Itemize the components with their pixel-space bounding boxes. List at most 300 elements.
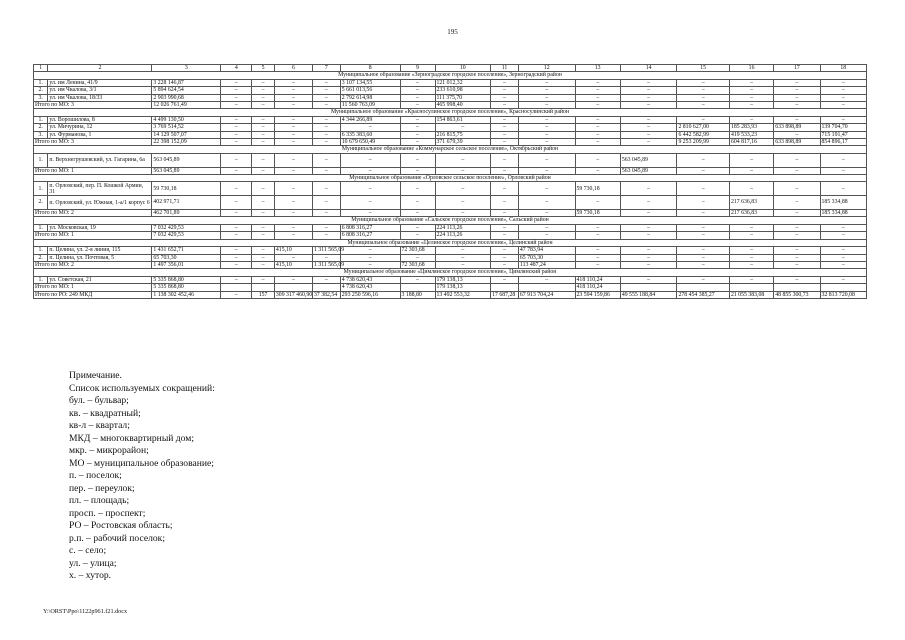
total-value: – [729, 167, 773, 174]
value-cell: – [491, 153, 519, 167]
value-cell: 179 138,13 [435, 276, 491, 283]
value-cell: 216 815,75 [435, 131, 491, 138]
value-cell: – [312, 276, 340, 283]
value-cell: – [252, 131, 275, 138]
total-value: 185 334,88 [820, 210, 866, 217]
value-cell: – [575, 254, 620, 261]
value-cell: 233 610,98 [435, 87, 491, 94]
total-value: – [435, 210, 491, 217]
total-value [252, 284, 275, 291]
section-title-row [34, 217, 867, 224]
total-row [34, 232, 867, 239]
column-number: 8 [340, 65, 400, 72]
total-value: – [340, 210, 400, 217]
total-value: – [252, 261, 275, 268]
row-index: 1. [34, 153, 48, 167]
value-cell: – [274, 131, 312, 138]
total-value: – [575, 261, 620, 268]
address-cell: п. Целина, ул. Почтовая, 5 [48, 254, 152, 261]
value-cell: – [435, 196, 491, 210]
value-cell: – [491, 182, 519, 196]
total-value: – [221, 102, 252, 109]
row-index: 1. [34, 182, 48, 196]
value-cell: – [491, 124, 519, 131]
value-cell: – [312, 79, 340, 86]
value-cell: – [221, 153, 252, 167]
value-cell: 59 730,18 [152, 182, 221, 196]
value-cell: – [221, 131, 252, 138]
value-cell: 5 661 013,56 [340, 87, 400, 94]
value-cell: – [774, 79, 820, 86]
address-cell: п. Верхнегрушевский, ул. Гагарина, 6а [48, 153, 152, 167]
abbreviation-list [69, 395, 215, 583]
total-label: Итого по МО: 2 [34, 210, 152, 217]
value-cell: – [575, 224, 620, 231]
value-cell: – [518, 87, 575, 94]
column-number: 5 [252, 65, 275, 72]
value-cell: – [274, 196, 312, 210]
value-cell: – [620, 87, 677, 94]
value-cell: – [774, 196, 820, 210]
total-value: – [820, 102, 866, 109]
value-cell: 6 442 582,99 [677, 131, 730, 138]
section-title: Муниципальное образование «Сальское городское поселение», Сальский район [34, 217, 867, 224]
value-cell: 563 045,89 [152, 153, 221, 167]
grand-total-value: 157 [252, 291, 275, 298]
total-value [518, 284, 575, 291]
grand-total-value: 13 492 553,32 [435, 291, 491, 298]
value-cell: – [575, 116, 620, 123]
value-cell: 5 335 868,80 [152, 276, 221, 283]
value-cell: – [820, 276, 866, 283]
total-value: – [221, 167, 252, 174]
value-cell: – [274, 124, 312, 131]
value-cell: – [620, 79, 677, 86]
address-cell: п. Целина, ул. 2-я линия, 115 [48, 247, 152, 254]
value-cell: 65 703,30 [518, 254, 575, 261]
value-cell: 3 769 514,52 [152, 124, 221, 131]
total-value: – [400, 167, 435, 174]
total-value: – [274, 167, 312, 174]
total-value: – [774, 232, 820, 239]
value-cell: 715 191,47 [820, 131, 866, 138]
value-cell: – [774, 131, 820, 138]
value-cell: – [575, 124, 620, 131]
total-value: – [312, 102, 340, 109]
total-value: – [620, 139, 677, 146]
total-value: – [400, 232, 435, 239]
value-cell: 139 704,70 [820, 124, 866, 131]
total-value: – [274, 139, 312, 146]
abbreviation-item: п. – поселок; [69, 470, 122, 481]
value-cell: – [252, 153, 275, 167]
grand-total-value: 309 317 460,90 [275, 291, 313, 298]
value-cell: – [491, 224, 519, 231]
value-cell: – [221, 247, 252, 254]
total-value: 4 738 620,43 [340, 284, 400, 291]
value-cell: – [820, 116, 866, 123]
value-cell: – [774, 116, 820, 123]
value-cell: – [340, 254, 400, 261]
table-row [34, 224, 867, 231]
value-cell: 47 783,94 [518, 247, 575, 254]
value-cell: – [820, 87, 866, 94]
total-value: – [274, 210, 312, 217]
value-cell: – [312, 116, 340, 123]
value-cell: – [774, 224, 820, 231]
table-row [34, 254, 867, 261]
abbreviation-item: кв. – квадратный; [69, 407, 141, 419]
value-cell: – [620, 196, 677, 210]
value-cell: – [400, 224, 435, 231]
total-value: – [677, 232, 730, 239]
total-value: – [491, 102, 519, 109]
value-cell: – [435, 153, 491, 167]
total-value: – [575, 232, 620, 239]
value-cell: 402 971,71 [152, 196, 221, 210]
total-value: 371 679,39 [435, 139, 491, 146]
value-cell: – [518, 153, 575, 167]
value-cell: – [677, 153, 730, 167]
table-row [34, 131, 867, 138]
abbreviation-item: х. – хутор. [69, 570, 112, 581]
grand-total-value: 21 055 383,08 [729, 291, 773, 298]
total-value: – [491, 210, 519, 217]
total-value: 633 898,89 [774, 139, 820, 146]
column-number: 1 [34, 65, 48, 72]
value-cell: – [312, 124, 340, 131]
total-row [34, 210, 867, 217]
total-value: 7 032 429,53 [152, 232, 221, 239]
value-cell: – [620, 124, 677, 131]
value-cell: – [677, 182, 730, 196]
value-cell: – [820, 224, 866, 231]
value-cell: – [729, 116, 773, 123]
table-row [34, 116, 867, 123]
column-number: 15 [677, 65, 730, 72]
total-value: – [677, 261, 730, 268]
value-cell: 4 344 266,89 [340, 116, 400, 123]
value-cell: 563 045,89 [620, 153, 677, 167]
table-row [34, 182, 867, 196]
value-cell: – [252, 182, 275, 196]
value-cell: – [312, 254, 340, 261]
total-value: – [435, 167, 491, 174]
value-cell: – [274, 224, 312, 231]
value-cell: 2 792 614,98 [340, 94, 400, 101]
value-cell: 185 283,93 [729, 124, 773, 131]
total-value: – [491, 139, 519, 146]
abbreviation-item: ул. – улица; [69, 557, 117, 569]
abbreviation-item: пл. – площадь; [69, 495, 130, 506]
value-cell: 6 335 383,60 [340, 131, 400, 138]
total-value: – [491, 232, 519, 239]
total-value: 217 636,83 [729, 210, 773, 217]
value-cell: – [575, 79, 620, 86]
value-cell: – [729, 87, 773, 94]
value-cell: – [340, 153, 400, 167]
grand-total-value: 23 594 159,86 [575, 291, 620, 298]
total-value: – [274, 102, 312, 109]
grand-total-value: 278 454 385,27 [677, 291, 730, 298]
value-cell: – [491, 196, 519, 210]
value-cell: 2 810 627,00 [677, 124, 730, 131]
value-cell: – [677, 224, 730, 231]
value-cell: – [620, 276, 677, 283]
value-cell: – [575, 247, 620, 254]
total-value: – [774, 210, 820, 217]
value-cell: – [252, 196, 275, 210]
table-row [34, 79, 867, 86]
total-value: 563 045,89 [620, 167, 677, 174]
total-value: 604 817,16 [729, 139, 773, 146]
value-cell: – [774, 276, 820, 283]
column-number: 4 [221, 65, 252, 72]
total-value: 72 303,68 [400, 261, 435, 268]
row-index: 2. [34, 87, 48, 94]
total-value: 113 487,24 [518, 261, 575, 268]
value-cell: – [620, 131, 677, 138]
total-value: – [729, 102, 773, 109]
total-value [820, 284, 866, 291]
value-cell: – [491, 254, 519, 261]
total-value: 5 335 868,80 [152, 284, 221, 291]
table-row [34, 153, 867, 167]
total-value: – [729, 261, 773, 268]
total-label: Итого по МО: 2 [34, 261, 152, 268]
total-value: – [774, 261, 820, 268]
value-cell: 633 898,89 [774, 124, 820, 131]
value-cell: – [620, 94, 677, 101]
total-value: – [677, 210, 730, 217]
column-number: 9 [400, 65, 435, 72]
value-cell: 217 636,83 [729, 196, 773, 210]
value-cell: – [400, 276, 435, 283]
table-row [34, 94, 867, 101]
total-value: – [677, 167, 730, 174]
total-value: 10 679 650,49 [340, 139, 400, 146]
total-value: 59 730,18 [575, 210, 620, 217]
total-value: – [774, 102, 820, 109]
abbreviation-item: МО – муниципальное образование; [69, 457, 214, 469]
column-number-row [34, 65, 867, 72]
grand-total-value: 67 913 704,24 [518, 291, 575, 298]
value-cell: – [620, 182, 677, 196]
value-cell: – [400, 254, 435, 261]
value-cell: 4 499 130,50 [152, 116, 221, 123]
column-number: 16 [729, 65, 773, 72]
address-cell: ул. им Ленина, 41/9 [48, 79, 152, 86]
value-cell: – [620, 254, 677, 261]
grand-total-value: 1 138 302 452,46 [152, 291, 221, 298]
table-row [34, 124, 867, 131]
value-cell: – [435, 182, 491, 196]
section-title: Муниципальное образование «Зерноградское городское поселение», Зерноградский район [34, 72, 867, 79]
total-value: – [575, 102, 620, 109]
column-number: 10 [435, 65, 491, 72]
total-value: – [620, 261, 677, 268]
value-cell: – [491, 247, 519, 254]
total-value: – [518, 139, 575, 146]
total-row [34, 139, 867, 146]
value-cell: – [518, 94, 575, 101]
value-cell: – [677, 276, 730, 283]
total-value: – [820, 261, 866, 268]
column-number: 6 [274, 65, 312, 72]
total-value: 465 998,40 [435, 102, 491, 109]
total-value: 179 138,13 [435, 284, 491, 291]
abbreviation-item: пер. – переулок; [69, 482, 135, 494]
value-cell: 3 107 134,55 [340, 79, 400, 86]
address-cell: ул. Ворошилова, 8 [48, 116, 152, 123]
value-cell: – [221, 182, 252, 196]
value-cell: – [400, 124, 435, 131]
value-cell: – [518, 116, 575, 123]
total-value: 1 497 356,01 [152, 261, 221, 268]
value-cell: – [274, 153, 312, 167]
row-index: 2. [34, 196, 48, 210]
section-title-row [34, 269, 867, 276]
address-cell: ул. Мичурина, 12 [48, 124, 152, 131]
value-cell: – [400, 87, 435, 94]
grand-total-value: 37 382,54 [312, 291, 340, 298]
value-cell: – [820, 247, 866, 254]
file-path: Y:\ORST\Ppo\1122p961.f21.docx [43, 608, 128, 615]
value-cell: – [575, 196, 620, 210]
value-cell: 224 113,26 [435, 224, 491, 231]
value-cell: – [274, 94, 312, 101]
page-number: 195 [447, 28, 458, 36]
value-cell: – [518, 196, 575, 210]
total-value: 418 110,24 [575, 284, 620, 291]
total-value: – [435, 261, 491, 268]
total-value: – [518, 232, 575, 239]
total-value: – [312, 167, 340, 174]
address-cell: ул. Московская, 19 [48, 224, 152, 231]
value-cell: 4 738 620,43 [340, 276, 400, 283]
value-cell: – [221, 116, 252, 123]
total-value [729, 284, 773, 291]
value-cell: – [221, 124, 252, 131]
total-value: 12 026 761,49 [152, 102, 221, 109]
total-value: – [677, 102, 730, 109]
value-cell: – [274, 116, 312, 123]
value-cell: 419 533,23 [729, 131, 773, 138]
value-cell: – [221, 94, 252, 101]
section-title: Муниципальное образование «Целинское городское поселение», Целинский район [34, 239, 867, 246]
value-cell: – [518, 182, 575, 196]
total-value [491, 284, 519, 291]
table-row [34, 276, 867, 283]
total-value: – [252, 232, 275, 239]
value-cell: – [729, 247, 773, 254]
value-cell: – [312, 131, 340, 138]
total-value [221, 284, 252, 291]
address-cell: п. Орловский, ул. Южная, 1-а/1 корпус 6 [48, 196, 152, 210]
value-cell: 111 375,70 [435, 94, 491, 101]
abbreviation-item: РО – Ростовская область; [69, 520, 173, 531]
row-index: 3. [34, 131, 48, 138]
value-cell: 7 032 429,53 [152, 224, 221, 231]
value-cell: 3 228 146,87 [152, 79, 221, 86]
value-cell: – [677, 196, 730, 210]
value-cell: – [274, 182, 312, 196]
value-cell: – [435, 124, 491, 131]
note-heading: Примечание. [69, 370, 122, 381]
value-cell: – [400, 131, 435, 138]
value-cell: 59 730,18 [575, 182, 620, 196]
grand-total-value: 32 813 720,08 [820, 291, 866, 298]
total-value: 1 311 565,09 [313, 261, 345, 268]
value-cell: – [820, 79, 866, 86]
total-value: 224 113,26 [435, 232, 491, 239]
abbreviations-note [69, 370, 215, 583]
total-value: – [729, 232, 773, 239]
abbreviation-item: мкр. – микрорайон; [69, 445, 149, 456]
value-cell: – [518, 131, 575, 138]
value-cell: – [312, 196, 340, 210]
column-number: 2 [48, 65, 152, 72]
value-cell: – [252, 79, 275, 86]
value-cell: – [221, 276, 252, 283]
value-cell: – [252, 254, 275, 261]
total-value: – [340, 261, 400, 268]
total-value: – [575, 139, 620, 146]
value-cell: – [774, 254, 820, 261]
total-value: – [774, 167, 820, 174]
value-cell: 1 311 565,09 [313, 247, 345, 254]
value-cell: – [340, 182, 400, 196]
total-value: – [491, 261, 519, 268]
value-cell: – [491, 131, 519, 138]
value-cell: – [677, 79, 730, 86]
value-cell: – [820, 254, 866, 261]
value-cell: 418 110,24 [575, 276, 620, 283]
value-cell: 72 303,68 [400, 247, 435, 254]
total-value: – [312, 232, 340, 239]
abbreviation-item: МКД – многоквартирный дом; [69, 432, 195, 444]
value-cell: – [729, 254, 773, 261]
value-cell: – [400, 94, 435, 101]
value-cell: – [729, 94, 773, 101]
column-number: 13 [575, 65, 620, 72]
grand-total-value: 49 555 188,84 [620, 291, 677, 298]
total-value: – [820, 167, 866, 174]
total-row [34, 284, 867, 291]
value-cell: – [774, 87, 820, 94]
value-cell: – [677, 94, 730, 101]
value-cell: – [340, 247, 400, 254]
value-cell: – [575, 87, 620, 94]
value-cell: – [491, 116, 519, 123]
value-cell: – [312, 224, 340, 231]
value-cell: – [435, 247, 491, 254]
grand-total-value: 48 855 300,73 [774, 291, 820, 298]
value-cell: – [312, 182, 340, 196]
grand-total-label: Итого по РО: 249 МКД [34, 291, 152, 298]
value-cell: – [400, 79, 435, 86]
value-cell: – [575, 94, 620, 101]
total-value [312, 284, 340, 291]
column-number: 3 [152, 65, 221, 72]
total-value: – [620, 232, 677, 239]
value-cell: – [518, 276, 575, 283]
section-title: Муниципальное образование «Цимлянское городское поселение», Цимлянский район [34, 269, 867, 276]
row-index: 1. [34, 247, 48, 254]
value-cell: – [820, 182, 866, 196]
row-index: 1. [34, 116, 48, 123]
total-row [34, 102, 867, 109]
